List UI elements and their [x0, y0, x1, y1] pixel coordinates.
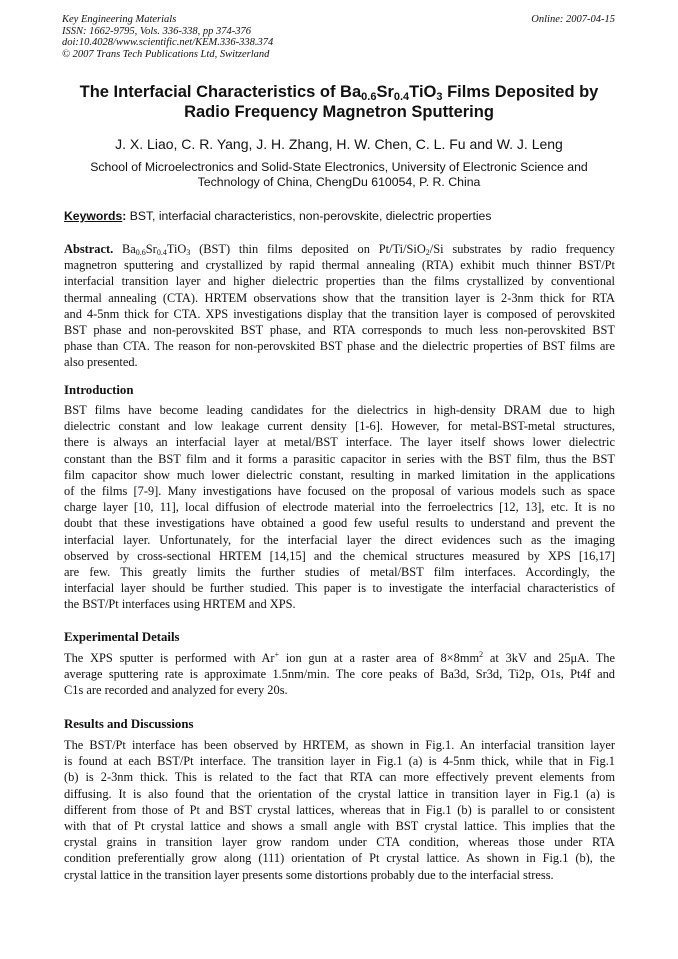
paragraph-line: condition preferentially grow along (111) orientation of Pt crystal lattice. As shown in Fig.1 (b), the	[64, 851, 615, 866]
paragraph-line: interfacial layer. Unfortunately, for the interfacial layer the direct evidences such as the imaging	[64, 532, 615, 547]
paragraph-line: observed by cross-sectional HRTEM [14,15] and the chemical structures measured by XPS [16,17]	[64, 548, 615, 563]
keywords-text: BST, interfacial characteristics, non-perovskite, dielectric properties	[126, 209, 492, 223]
abstract-label: Abstract.	[64, 242, 114, 256]
affiliation: School of Microelectronics and Solid-State Electronics, University of Electronic Science and Technology of China, ChengDu 610054, P. R. China	[90, 160, 588, 189]
paragraph-line: C1s are recorded and analyzed for every 20s.	[64, 683, 288, 698]
paragraph-line: The XPS sputter is performed with Ar+ ion gun at a raster area of $8\times 8mm^2$ at 3kV and 25μA. The	[64, 650, 616, 665]
paragraph-line: interfacial layer should be further studied. This paper is to investigate the interfacial characteristics of	[64, 581, 615, 596]
abstract-line: also presented.	[64, 355, 138, 370]
paragraph-line: dielectric constant and low leakage current density [1-6]. However, for metal-BST-metal structures,	[64, 419, 615, 434]
paragraph-line: constant than the BST film and it forms a parasitic capacitor in series with the BST film, thus the BST	[64, 451, 615, 466]
paragraph-line: The BST/Pt interface has been observed by HRTEM, as shown in Fig.1. An interfacial transition layer	[64, 738, 615, 752]
paragraph-line: with that of Pt crystal lattice and shows a small angle with BST crystal lattice. This implies that the	[64, 818, 615, 833]
keywords-label: Keywords	[64, 209, 123, 223]
paragraph-line: the BST/Pt interfaces using HRTEM and XPS.	[64, 597, 296, 612]
abstract-line: magnetron sputtering and crystallized by rapid thermal annealing (RTA) exhibit much thinner BST/Pt	[64, 258, 615, 273]
paragraph-line: BST films have become leading candidates for the dielectrics in high-density DRAM due to high	[64, 403, 615, 417]
paragraph-line: doubt that these investigations have obtained a good few useful results to understand and prevent the	[64, 516, 615, 531]
abstract-line: BST phase and non-perovskited BST phase, and RTA corresponds to much less non-perovskited BST	[64, 322, 615, 337]
paragraph-line: charge layer [10, 11], local diffusion of electrode material into the ferroelectrics [12, 13], etc. It is no	[64, 500, 615, 515]
section-heading-experimental: Experimental Details	[64, 630, 180, 644]
paragraph-line: are few. This greatly limits the further studies of metal/BST film interfaces. Accordingly, the	[64, 564, 615, 579]
abstract-line: and 4-5nm thick for CTA. XPS investigations display that the transition layer is composed of perovskited	[64, 306, 615, 321]
paragraph-line: there is always an interfacial layer at metal/BST interface. The layer itself shows lower dielectric	[64, 435, 615, 450]
online-date: Online: 2007-04-15	[531, 14, 615, 25]
section-heading-results: Results and Discussions	[64, 717, 194, 731]
paragraph-line: is found at each BST/Pt interface. The transition layer in Fig.1 (a) is 4-5nm thick, while that in Fig.1	[64, 754, 615, 769]
paragraph-line: crystal grains in transition layer grow random under CTA condition, whereas those under RTA	[64, 835, 615, 850]
section-heading-introduction: Introduction	[64, 383, 134, 397]
paragraph-line: different from those of Pt and BST crystal lattices, whereas that in Fig.1 (b) is parallel to or consistent	[64, 802, 615, 817]
paragraph-line: crystal lattice in the transition layer presents some distortions probably due to the interfacial stress.	[64, 867, 554, 882]
paragraph-line: average sputtering rate is approximate 1.5nm/min. The core peaks of Ba3d, Sr3d, Ti2p, O1s, Pt4f and	[64, 667, 615, 682]
keywords: Keywords: BST, interfacial characteristics, non-perovskite, dielectric properties	[64, 209, 492, 223]
author-list: J. X. Liao, C. R. Yang, J. H. Zhang, H. W. Chen, C. L. Fu and W. J. Leng	[115, 136, 563, 152]
paragraph-line: (b) is 2-3nm thick. This is related to the fact that RTA can more effectively prevent elements from	[64, 770, 615, 785]
paper-title: The Interfacial Characteristics of $Ba_{0.6}Sr_{0.4}TiO_3$ Films Deposited by Radio Frequency Magnetron Sputtering	[79, 83, 599, 121]
copyright-line: © 2007 Trans Tech Publications Ltd, Switzerland	[62, 48, 270, 60]
paragraph-line: diffusing. It is also found that the orientation of the crystal lattice in transition layer in Fig.1 (a) is	[64, 786, 615, 801]
introduction-text	[64, 402, 615, 612]
abstract-line: thermal annealing (CTA). HRTEM observations show that the transition layer is 2-3nm thick for RTA	[64, 290, 615, 305]
abstract	[64, 241, 615, 371]
results-text	[64, 737, 615, 883]
paragraph-line: of the films [7-9]. Many investigations have focused on the proposal of various models such as space	[64, 483, 615, 498]
issn-line: ISSN: 1662-9795, Vols. 336-338, pp 374-376	[62, 25, 251, 37]
abstract-line: phase than CTA. The reason for non-perovskited BST phase and the dielectric properties of BST films are	[64, 339, 615, 354]
journal-header	[62, 14, 273, 60]
experimental-text	[64, 650, 615, 699]
abstract-line: interfacial transition layer and higher dielectric properties than the films crystallized by conventional	[64, 274, 615, 289]
doi-line[interactable]: doi:10.4028/www.scientific.net/KEM.336-338.374	[62, 37, 274, 48]
paragraph-line: film capacitor show much lower dielectric constant, resulting in marked limitation in the applications	[64, 467, 615, 482]
journal-name: Key Engineering Materials	[62, 14, 177, 25]
abstract-line: Abstract. $Ba_{0.6}Sr_{0.4}TiO_3$ (BST) thin films deposited on Pt/Ti/SiO$_2$/Si substrates by radio frequency	[64, 242, 615, 257]
